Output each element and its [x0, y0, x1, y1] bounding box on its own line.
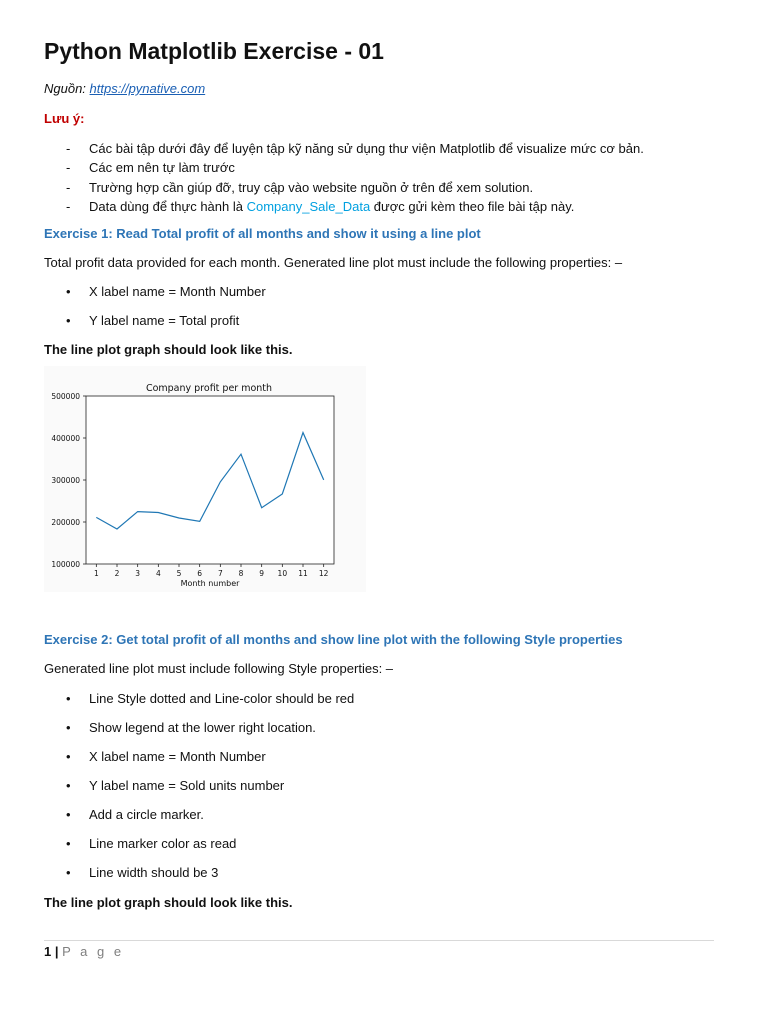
list-item [44, 749, 354, 778]
list-item [44, 720, 354, 749]
note-text: Các em nên tự làm trước [89, 160, 235, 176]
list-item [44, 284, 266, 313]
list-item [44, 865, 354, 894]
x-tick-label: 8 [238, 569, 244, 578]
source-link[interactable]: https://pynative.com [89, 81, 206, 96]
bullet-text: X label name = Month Number [89, 749, 266, 764]
list-item [44, 313, 266, 342]
source-line [44, 81, 205, 96]
bullet-marker: • [66, 284, 71, 299]
exercise-2-heading: Exercise 2: Get total profit of all months and show line plot with the following Style properties [44, 632, 623, 647]
exercise-1-intro: Total profit data provided for each month. Generated line plot must include the following properties: – [44, 255, 623, 270]
bullet-marker: • [66, 749, 71, 764]
y-tick-label: 300000 [51, 476, 80, 485]
x-tick-label: 7 [217, 569, 223, 578]
y-tick-label: 200000 [51, 518, 80, 527]
y-tick-label: 100000 [51, 560, 80, 569]
list-item [44, 836, 354, 865]
page-footer [44, 944, 124, 959]
note-text: Các bài tập dưới đây để luyện tập kỹ năng sử dụng thư viện Matplotlib để visualize mức cơ bản. [89, 141, 644, 156]
dash-marker: - [66, 160, 71, 176]
note-label: Lưu ý: [44, 111, 85, 126]
bullet-text: X label name = Month Number [89, 284, 266, 299]
y-tick-label: 400000 [51, 434, 80, 443]
bullet-marker: • [66, 720, 71, 735]
x-tick-label: 6 [197, 569, 203, 578]
list-item [44, 197, 644, 216]
bullet-text: Show legend at the lower right location. [89, 720, 316, 735]
x-tick-label: 12 [318, 569, 329, 578]
bullet-marker: • [66, 778, 71, 793]
dash-marker: - [66, 179, 71, 195]
x-tick-label: 10 [277, 569, 288, 578]
list-item [44, 158, 644, 177]
x-tick-label: 9 [259, 569, 265, 578]
bullet-text: Line width should be 3 [89, 865, 219, 880]
x-axis-label: Month number [180, 579, 240, 588]
note-text: được gửi kèm theo file bài tập này. [370, 198, 575, 214]
list-item [44, 778, 354, 807]
y-axis [51, 392, 86, 569]
footer-separator: | [54, 944, 59, 959]
x-axis [94, 564, 329, 578]
profit-line-chart [44, 366, 366, 592]
bullet-text: Line marker color as read [89, 836, 237, 851]
list-item [44, 807, 354, 836]
bullet-marker: • [66, 691, 71, 706]
exercise-1-bullets [44, 284, 266, 342]
bullet-text: Add a circle marker. [89, 807, 204, 822]
x-tick-label: 11 [298, 569, 308, 578]
chart-title: Company profit per month [145, 383, 273, 394]
x-tick-label: 1 [93, 569, 99, 578]
dash-marker: - [66, 198, 71, 214]
exercise-2-intro: Generated line plot must include following Style properties: – [44, 661, 394, 676]
dash-marker: - [66, 141, 71, 156]
bullet-marker: • [66, 313, 71, 328]
bullet-marker: • [66, 836, 71, 851]
exercise-2-closing: The line plot graph should look like this. [44, 895, 293, 910]
bullet-marker: • [66, 865, 71, 880]
bullet-text: Y label name = Total profit [89, 313, 240, 328]
notes-list [44, 139, 644, 216]
exercise-2-bullets [44, 691, 354, 894]
footer-divider [44, 940, 714, 941]
data-file-link[interactable]: Company_Sale_Data [246, 198, 371, 214]
x-tick-label: 5 [176, 569, 182, 578]
bullet-text: Y label name = Sold units number [89, 778, 285, 793]
x-tick-label: 4 [155, 569, 161, 578]
note-text: Data dùng để thực hành là [89, 198, 247, 214]
list-item [44, 691, 354, 720]
x-tick-label: 2 [114, 569, 120, 578]
page-label: P a g e [62, 944, 125, 959]
source-label: Nguồn: [44, 81, 86, 96]
page-title: Python Matplotlib Exercise - 01 [44, 38, 384, 64]
y-tick-label: 500000 [51, 392, 80, 401]
plot-area [86, 396, 334, 564]
page-number: 1 [44, 944, 52, 959]
exercise-1-closing: The line plot graph should look like this. [44, 342, 293, 357]
bullet-marker: • [66, 807, 71, 822]
bullet-text: Line Style dotted and Line-color should be red [89, 691, 355, 706]
list-item [44, 178, 644, 197]
list-item [44, 139, 644, 158]
x-tick-label: 3 [135, 569, 141, 578]
note-text: Trường hợp cần giúp đỡ, truy cập vào website nguồn ở trên để xem solution. [89, 179, 534, 195]
exercise-1-heading: Exercise 1: Read Total profit of all months and show it using a line plot [44, 226, 481, 241]
chart-svg [44, 366, 366, 592]
